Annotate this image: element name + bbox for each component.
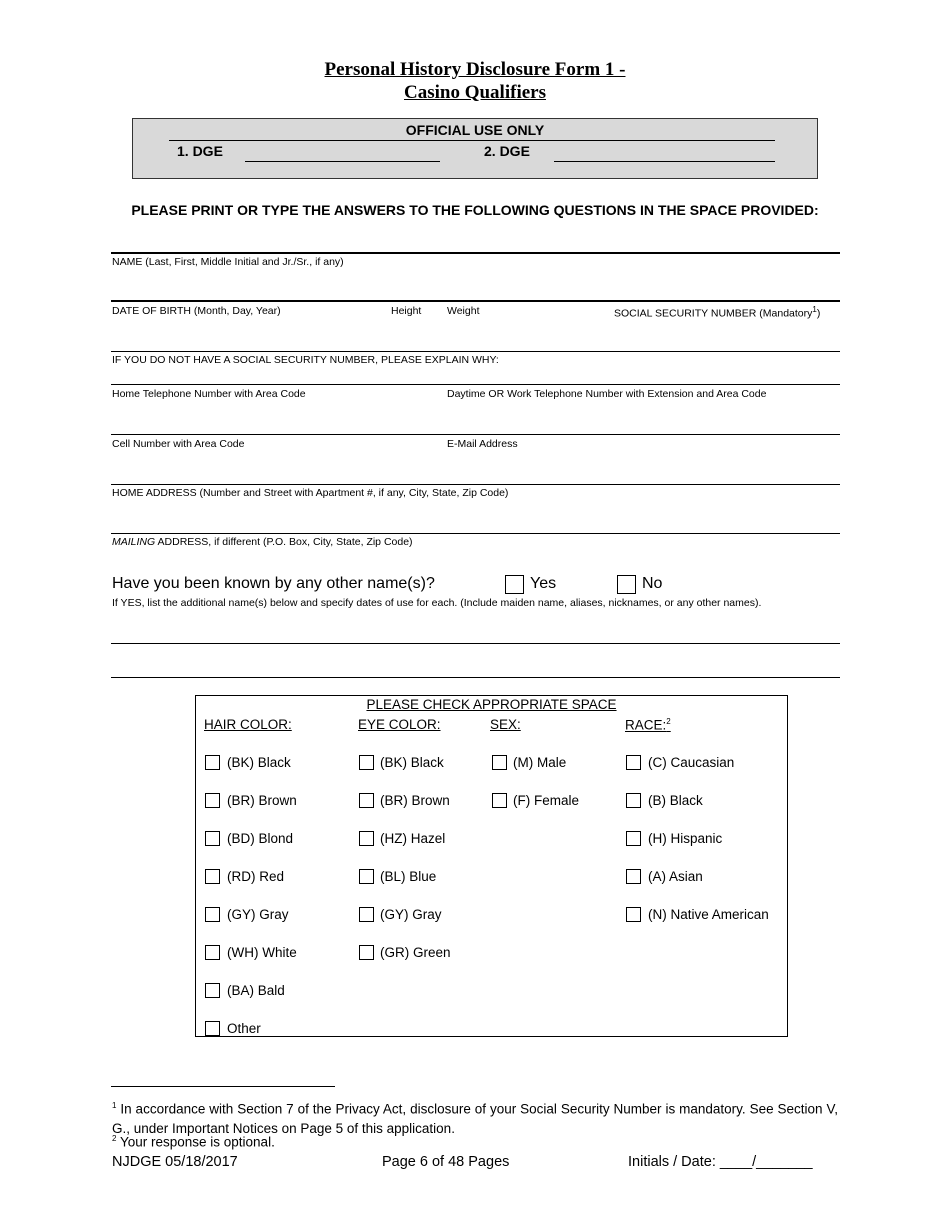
eye-checkbox[interactable] [359, 755, 374, 770]
hair-checkbox[interactable] [205, 983, 220, 998]
rule-phones [111, 384, 840, 385]
eye-checkbox[interactable] [359, 945, 374, 960]
ssn-label-text: SOCIAL SECURITY NUMBER (Mandatory [614, 307, 813, 320]
footnote-1-mark: 1 [112, 1101, 117, 1110]
eye-option: (BL) Blue [380, 869, 437, 884]
official-use-box [132, 118, 818, 179]
other-names-yes-label: Yes [530, 575, 557, 592]
hair-option: (BR) Brown [227, 793, 297, 808]
eye-checkbox[interactable] [359, 907, 374, 922]
dge2-field[interactable] [554, 161, 775, 162]
home-phone-label: Home Telephone Number with Area Code [112, 388, 306, 400]
footer-page-number: Page 6 of 48 Pages [382, 1154, 510, 1170]
form-title-line1: Personal History Disclosure Form 1 - [324, 59, 626, 80]
mailing-italic: MAILING [112, 536, 156, 548]
rule-home-address [111, 484, 840, 485]
eye-option: (BK) Black [380, 755, 444, 770]
official-use-heading: OFFICIAL USE ONLY [405, 122, 545, 138]
height-field-label: Height [391, 305, 422, 317]
other-names-question: Have you been known by any other name(s)? [112, 575, 435, 592]
dob-field-label: DATE OF BIRTH (Month, Day, Year) [112, 305, 281, 317]
form-title-line2: Casino Qualifiers [404, 82, 546, 103]
footnote-separator [111, 1086, 335, 1087]
name-field-label: NAME (Last, First, Middle Initial and Jr./Sr., if any) [112, 256, 344, 268]
instruction-text: PLEASE PRINT OR TYPE THE ANSWERS TO THE FOLLOWING QUESTIONS IN THE SPACE PROVIDED: [131, 202, 819, 218]
race-option: (A) Asian [648, 869, 703, 884]
other-names-line-2[interactable] [111, 677, 840, 678]
check-heading-wrap [195, 697, 788, 712]
hair-option: (RD) Red [227, 869, 285, 884]
hair-checkbox[interactable] [205, 755, 220, 770]
hair-color-heading: HAIR COLOR: [204, 717, 292, 732]
work-phone-label: Daytime OR Work Telephone Number with Extension and Area Code [447, 388, 767, 400]
rule-top [111, 252, 840, 254]
hair-checkbox[interactable] [205, 1021, 220, 1036]
sex-checkbox[interactable] [492, 793, 507, 808]
hair-option: (BD) Blond [227, 831, 294, 846]
eye-checkbox[interactable] [359, 869, 374, 884]
eye-checkbox[interactable] [359, 831, 374, 846]
race-checkbox[interactable] [626, 869, 641, 884]
other-names-no-label: No [642, 575, 663, 592]
footer-initials-date[interactable]: Initials / Date: ____/_______ [628, 1154, 813, 1170]
other-names-no-checkbox[interactable] [617, 575, 636, 594]
hair-checkbox[interactable] [205, 869, 220, 884]
other-names-yes-checkbox[interactable] [505, 575, 524, 594]
check-heading: PLEASE CHECK APPROPRIATE SPACE [366, 697, 617, 712]
hair-option: Other [227, 1021, 261, 1036]
other-names-instruction: If YES, list the additional name(s) below and specify dates of use for each. (Include maiden name, aliases, nicknames, or any other names). [112, 597, 762, 609]
sex-checkbox[interactable] [492, 755, 507, 770]
sex-option: (M) Male [513, 755, 567, 770]
home-address-label: HOME ADDRESS (Number and Street with Apartment #, if any, City, State, Zip Code) [112, 487, 509, 499]
race-option: (C) Caucasian [648, 755, 735, 770]
footnote-1-text: In accordance with Section 7 of the Privacy Act, disclosure of your Social Security Number is mandatory. See Section V, G., under Important Notices on Page 5 of this application. [112, 1101, 838, 1136]
footnote-2 [112, 1134, 275, 1150]
race-footnote-mark: 2 [666, 717, 671, 726]
rule-cell [111, 434, 840, 435]
race-checkbox[interactable] [626, 907, 641, 922]
eye-option: (GR) Green [380, 945, 451, 960]
race-checkbox[interactable] [626, 793, 641, 808]
footnote-1 [112, 1096, 838, 1138]
hair-checkbox[interactable] [205, 831, 220, 846]
dge1-field[interactable] [245, 161, 440, 162]
other-names-line-1[interactable] [111, 643, 840, 644]
ssn-field-label [614, 305, 820, 320]
race-option: (N) Native American [648, 907, 769, 922]
sex-option: (F) Female [513, 793, 580, 808]
rule-dob [111, 300, 840, 302]
no-ssn-field-label: IF YOU DO NOT HAVE A SOCIAL SECURITY NUMBER, PLEASE EXPLAIN WHY: [112, 354, 499, 366]
sex-heading: SEX: [490, 717, 521, 732]
dge1-label: 1. DGE [177, 143, 223, 159]
mailing-rest: ADDRESS, if different (P.O. Box, City, State, Zip Code) [155, 536, 413, 548]
hair-option: (BA) Bald [227, 983, 285, 998]
eye-option: (BR) Brown [380, 793, 450, 808]
eye-option: (HZ) Hazel [380, 831, 446, 846]
footnote-2-mark: 2 [112, 1134, 117, 1143]
email-label: E-Mail Address [447, 438, 518, 450]
official-divider [169, 140, 775, 141]
hair-option: (GY) Gray [227, 907, 289, 922]
rule-no-ssn [111, 351, 840, 352]
race-heading-text: RACE: [625, 717, 667, 733]
race-heading [625, 717, 671, 733]
mailing-address-label [112, 536, 413, 548]
ssn-label-close: ) [816, 307, 821, 320]
eye-color-heading: EYE COLOR: [358, 717, 441, 732]
dge2-label: 2. DGE [484, 143, 530, 159]
race-checkbox[interactable] [626, 755, 641, 770]
race-option: (B) Black [648, 793, 703, 808]
race-checkbox[interactable] [626, 831, 641, 846]
hair-option: (BK) Black [227, 755, 291, 770]
footer-form-id: NJDGE 05/18/2017 [112, 1154, 238, 1170]
hair-checkbox[interactable] [205, 907, 220, 922]
eye-option: (GY) Gray [380, 907, 442, 922]
hair-checkbox[interactable] [205, 793, 220, 808]
weight-field-label: Weight [447, 305, 480, 317]
hair-checkbox[interactable] [205, 945, 220, 960]
hair-option: (WH) White [227, 945, 297, 960]
footnote-2-text: Your response is optional. [116, 1134, 275, 1150]
rule-mailing [111, 533, 840, 534]
ssn-footnote-mark: 1 [812, 305, 817, 314]
cell-label: Cell Number with Area Code [112, 438, 245, 450]
eye-checkbox[interactable] [359, 793, 374, 808]
race-option: (H) Hispanic [648, 831, 723, 846]
